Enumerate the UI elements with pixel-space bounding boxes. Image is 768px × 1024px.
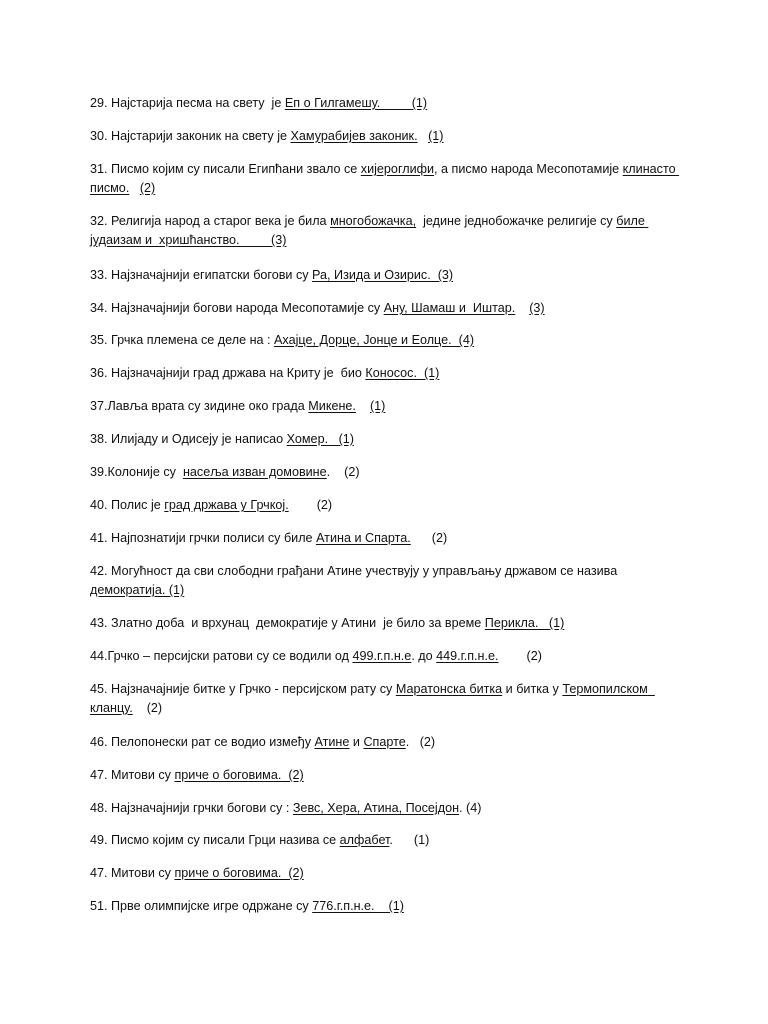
answer-text: Спарте — [363, 735, 406, 749]
question-text: 44.Грчко – персијски ратови су се водили од — [90, 649, 353, 663]
answer-text: Атине — [314, 735, 350, 749]
question-text: 31. Писмо којим су писали Египћани звало се — [90, 162, 361, 176]
question-text — [418, 129, 429, 143]
question-item — [90, 680, 690, 718]
question-text: 49. Писмо којим су писали Грци назива се — [90, 833, 340, 847]
answer-text: клинасто писмо. — [90, 162, 680, 195]
answer-text: (1) — [369, 399, 386, 413]
question-text: 34. Најзначајнији богови народа Месопотамије су — [90, 301, 384, 315]
question-item — [90, 463, 690, 482]
answer-text: Микене. — [308, 399, 356, 413]
question-item — [90, 430, 690, 449]
question-item — [90, 127, 690, 146]
question-text: 30. Најстарији законик на свету је — [90, 129, 291, 143]
question-text: 47. Митови су — [90, 768, 175, 782]
question-text: . (2) — [326, 465, 360, 479]
question-item — [90, 94, 690, 113]
question-item — [90, 864, 690, 883]
answer-text: демократија. (1) — [90, 583, 185, 597]
answer-text: Ахајце, Дорце, Јонце и Еолце. (4) — [274, 333, 475, 347]
question-item — [90, 364, 690, 383]
question-item — [90, 766, 690, 785]
question-text: 45. Најзначајније битке у Грчко - персијском рату су — [90, 682, 396, 696]
question-item — [90, 897, 690, 916]
question-text: 36. Најзначајнији град држава на Криту је био — [90, 366, 366, 380]
answer-text: биле јудаизам и хришћанство. (3) — [90, 214, 649, 247]
question-text: 43. Златно доба и врхунац демократије у Атини је било за време — [90, 616, 485, 630]
answer-text: хијероглифи — [360, 162, 435, 176]
question-text: 32. Религија народ а старог века је била — [90, 214, 331, 228]
answer-text: Перикла. (1) — [484, 616, 565, 630]
question-text: (2) — [410, 531, 448, 545]
question-item — [90, 647, 690, 666]
question-item — [90, 529, 690, 548]
question-text: 39.Колоније су — [90, 465, 183, 479]
question-text: 42. Могућност да сви слободни грађани Атине учествују у управљању државом се назива — [90, 564, 621, 578]
question-text: 29. Најстарија песма на свету је — [90, 96, 285, 110]
question-text: 40. Полис је — [90, 498, 165, 512]
answer-text: Маратонска битка — [395, 682, 503, 696]
answer-text: насеља изван домовине — [182, 465, 327, 479]
question-item — [90, 299, 690, 318]
question-text: 51. Прве олимпијске игре одржане су — [90, 899, 313, 913]
answer-text: Зевс, Хера, Атина, Посејдон — [292, 801, 460, 815]
question-item — [90, 831, 690, 850]
answer-text: приче о боговима. (2) — [174, 866, 304, 880]
answer-text: (1) — [428, 129, 444, 143]
answer-text: Ра, Изида и Озирис. (3) — [312, 268, 454, 282]
answer-text: Хомер. (1) — [286, 432, 354, 446]
question-text: , а писмо народа Месопотамије — [434, 162, 623, 176]
question-text: и — [349, 735, 364, 749]
question-item — [90, 733, 690, 752]
question-text: (2) — [498, 649, 542, 663]
answer-text: (3) — [529, 301, 545, 315]
question-item — [90, 397, 690, 416]
question-text: . до — [411, 649, 437, 663]
answer-text: Ану, Шамаш и Иштар. — [383, 301, 516, 315]
answer-text: Термопилском кланцу. — [90, 682, 655, 715]
question-item — [90, 614, 690, 633]
question-text: 33. Најзначајнији египатски богови су — [90, 268, 313, 282]
question-text: . (1) — [389, 833, 430, 847]
answer-text: (1) — [411, 96, 428, 110]
question-item — [90, 266, 690, 285]
answer-text: алфабет — [339, 833, 390, 847]
answer-text: 499.г.п.н.е — [352, 649, 412, 663]
question-text: 46. Пелопонески рат се водио између — [90, 735, 315, 749]
question-text: 47. Митови су — [90, 866, 175, 880]
question-item — [90, 496, 690, 515]
answer-text: приче о боговима. (2) — [174, 768, 304, 782]
question-text: 48. Најзначајнији грчки богови су : — [90, 801, 293, 815]
question-text — [515, 301, 529, 315]
question-item — [90, 799, 690, 818]
question-text: . (4) — [459, 801, 482, 815]
question-item — [90, 331, 690, 350]
question-text — [129, 181, 140, 195]
question-item — [90, 562, 690, 600]
answer-text: Атина и Спарта. — [316, 531, 411, 545]
answer-text: 776.г.п.н.е. (1) — [312, 899, 404, 913]
answer-text: Хамурабијев законик. — [290, 129, 418, 143]
question-text: (2) — [288, 498, 333, 512]
answer-text: град држава у Грчкој. — [164, 498, 289, 512]
question-text: једине једнобожачке религије су — [416, 214, 617, 228]
answer-text: многобожачка, — [330, 214, 417, 228]
question-text — [356, 399, 370, 413]
question-text: 35. Грчка племена се деле на : — [90, 333, 275, 347]
question-text: 41. Најпознатији грчки полиси су биле — [90, 531, 317, 545]
answer-text: Конoсос. (1) — [365, 366, 440, 380]
question-text: . (2) — [405, 735, 436, 749]
question-text: 37.Лавља врата су зидине око града — [90, 399, 309, 413]
answer-text: 449.г.п.н.е. — [436, 649, 499, 663]
question-item — [90, 212, 690, 250]
question-item — [90, 160, 690, 198]
answer-text: (2) — [139, 181, 156, 195]
question-text: (2) — [132, 701, 163, 715]
answer-text: Еп о Гилгамешу. — [284, 96, 412, 110]
question-text: 38. Илијаду и Одисеју је написао — [90, 432, 287, 446]
question-text: и битка у — [502, 682, 563, 696]
